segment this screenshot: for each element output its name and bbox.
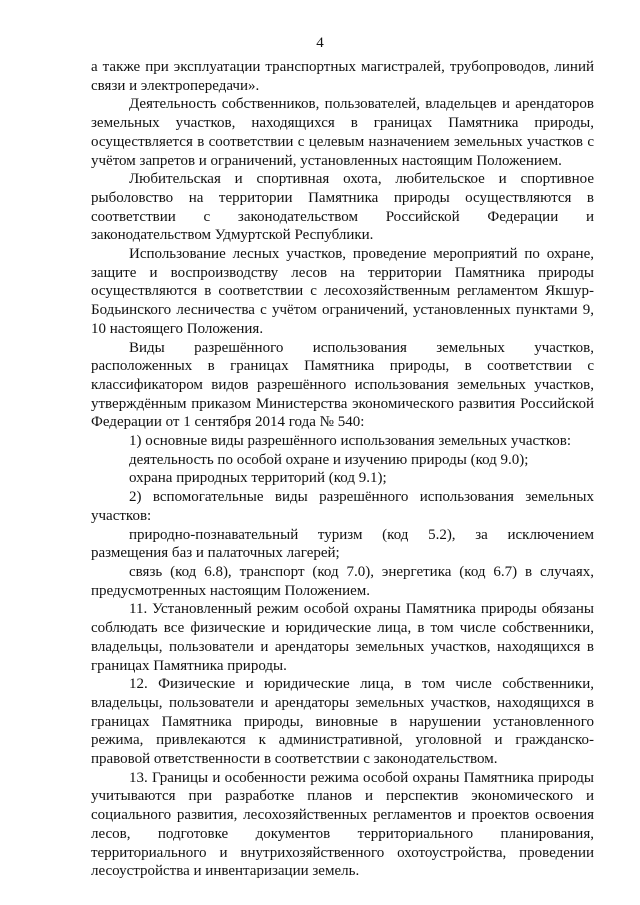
paragraph-permitted-use-types: Виды разрешённого использования земельных участков, расположенных в границах Памятника природы, в соответствии с классификатором видов разрешённого использования земельных участков, утверждённым приказом Министерства экономического развития Российской Федерации от 1 сентября 2014 года № 540: [91, 339, 594, 431]
paragraph-continuation: а также при эксплуатации транспортных магистралей, трубопроводов, линий связи и электропередачи». [91, 59, 594, 94]
list-item-communications: связь (код 6.8), транспорт (код 7.0), энергетика (код 6.7) в случаях, предусмотренных настоящим Положением. [91, 563, 594, 599]
list-item-code-9-0: деятельность по особой охране и изучению природы (код 9.0); [129, 451, 529, 468]
paragraph-hunting-fishing: Любительская и спортивная охота, любительское и спортивное рыболовство на территории Памятника природы осуществляются в соответствии с законодательством Российской Федерации и законодательством Удмуртской Республики. [91, 171, 594, 244]
paragraph-land-use-activity: Деятельность собственников, пользователей, владельцев и арендаторов земельных участков, находящихся в границах Памятника природы, осуществляется в соответствии с целевым назначением земельных участков с учётом запретов и ограничений, установленных настоящим Положением. [91, 96, 594, 169]
paragraph-item-13: 13. Границы и особенности режима особой охраны Памятника природы учитываются при разработке планов и перспектив экономического и социального развития, лесохозяйственных регламентов и проектов освоения лесов, подготовке документов территориального планирования, территориального и внутрихозяйственного охотоустройства, проведении лесоустройства и инвентаризации земель. [91, 769, 594, 880]
list-item-code-9-1: охрана природных территорий (код 9.1); [129, 470, 387, 487]
document-body [91, 58, 594, 881]
paragraph-item-11: 11. Установленный режим особой охраны Памятника природы обязаны соблюдать все физические и юридические лица, в том числе собственники, владельцы, пользователи и арендаторы земельных участков, находящихся в границах Памятника природы. [91, 601, 594, 674]
paragraph-forest-use: Использование лесных участков, проведение мероприятий по охране, защите и воспроизводству лесов на территории Памятника природы осуществляются в соответствии с лесохозяйственным регламентом Якшур-Бодьинского лесничества с учётом ограничений, установленных пунктами 9, 10 настоящего Положения. [91, 246, 594, 337]
list-item-tourism: природно-познавательный туризм (код 5.2), за исключением размещения баз и палаточных лагерей; [91, 526, 594, 562]
list-item-main-uses: 1) основные виды разрешённого использования земельных участков: [129, 433, 572, 450]
list-item-auxiliary-uses: 2) вспомогательные виды разрешённого использования земельных участков: [91, 489, 594, 524]
paragraph-item-12: 12. Физические и юридические лица, в том числе собственники, владельцы, пользователи и арендаторы земельных участков, находящихся в границах Памятника природы, виновные в нарушении установленного режима, привлекаются к административной, уголовной и гражданско-правовой ответственности в соответствии с законодательством. [91, 676, 594, 768]
page-number: 4 [316, 35, 324, 51]
